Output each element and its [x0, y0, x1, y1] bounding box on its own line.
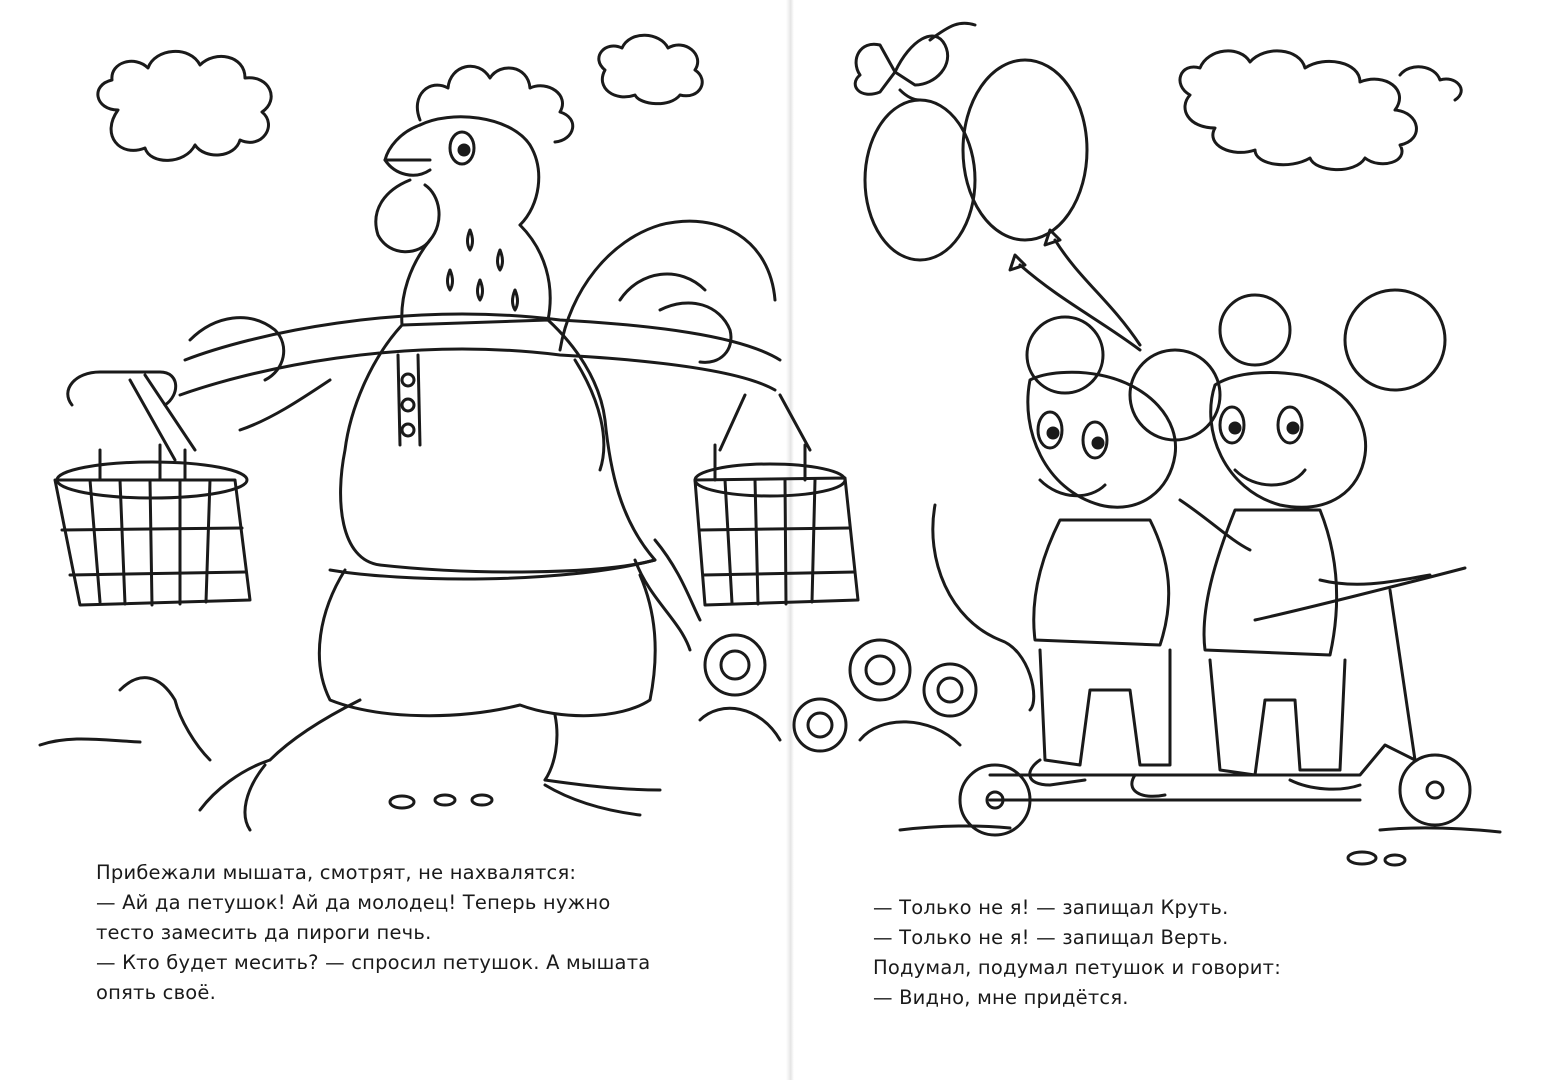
story-line: Подумал, подумал петушок и говорит: — [873, 956, 1282, 979]
pebble — [1348, 852, 1376, 864]
cloud-mid — [599, 35, 702, 103]
story-line: опять своё. — [96, 981, 216, 1004]
story-text-left — [96, 858, 746, 1008]
pebble — [1385, 855, 1405, 865]
mouse-left — [933, 317, 1250, 796]
bucket-right — [695, 395, 858, 605]
flowers — [700, 635, 976, 751]
rooster — [120, 66, 780, 830]
ground-left — [40, 739, 140, 745]
pebble — [390, 796, 414, 808]
story-line: Прибежали мышата, смотрят, не нахвалятся: — [96, 861, 577, 884]
story-line: — Только не я! — запищал Верть. — [873, 926, 1229, 949]
cloud-left — [98, 51, 271, 160]
story-text-right — [873, 893, 1303, 1013]
bucket-left — [55, 372, 250, 605]
cloud-right — [1180, 51, 1461, 170]
story-line: — Ай да петушок! Ай да молодец! Теперь нужно — [96, 891, 611, 914]
story-line: — Кто будет месить? — спросил петушок. А мышата — [96, 951, 651, 974]
story-line: — Видно, мне придётся. — [873, 986, 1129, 1009]
story-line: тесто замесить да пироги печь. — [96, 921, 432, 944]
pebble — [435, 795, 455, 805]
ground-right — [900, 826, 1500, 832]
balloons — [865, 60, 1140, 350]
butterfly — [855, 23, 975, 100]
pebble — [472, 795, 492, 805]
story-line: — Только не я! — запищал Круть. — [873, 896, 1229, 919]
